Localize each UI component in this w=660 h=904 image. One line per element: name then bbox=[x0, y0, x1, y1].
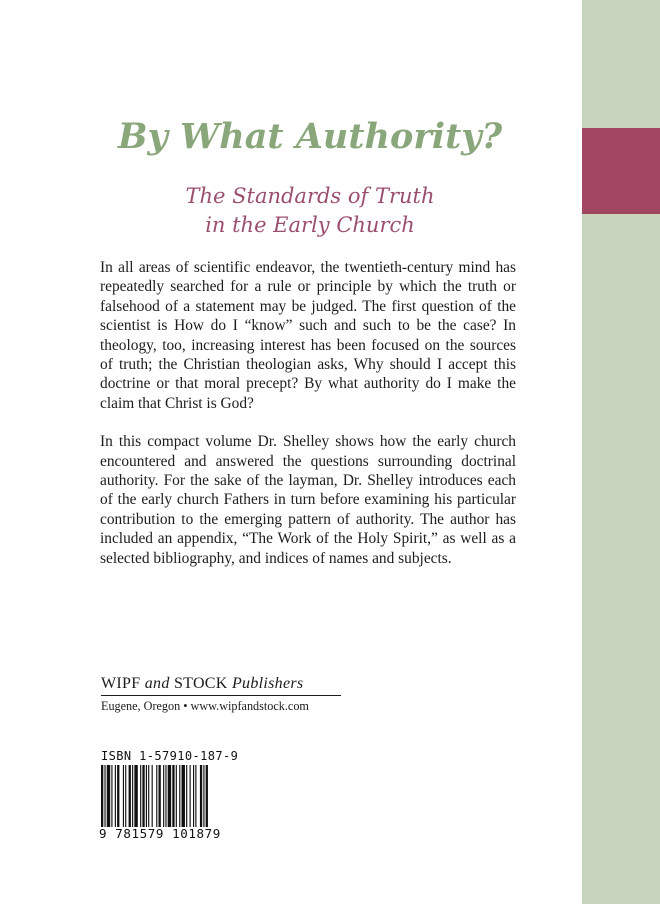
subtitle-line-2: in the Early Church bbox=[205, 213, 415, 237]
barcode-bars-icon bbox=[99, 765, 251, 827]
publisher-name: WIPF and STOCK Publishers bbox=[101, 675, 341, 696]
blurb-paragraph-2: In this compact volume Dr. Shelley shows how the early church encountered and answered the questions surrounding doctrinal authority. For the sake of the layman, Dr. Shelley introduces each of the early church Fathers in turn before examining his particular contribution to the emerging pattern of authority. The author has included an appendix, “The Work of the Holy Spirit,” as well as a selected bibliography, and indices of names and subjects. bbox=[100, 433, 516, 567]
spine-color-band bbox=[582, 128, 660, 214]
book-subtitle bbox=[110, 182, 510, 240]
blurb bbox=[100, 258, 516, 587]
subtitle-line-1: The Standards of Truth bbox=[185, 184, 435, 208]
publisher-address: Eugene, Oregon • www.wipfandstock.com bbox=[101, 699, 309, 713]
isbn-label: ISBN 1-57910-187-9 bbox=[101, 749, 239, 763]
publisher-block bbox=[101, 675, 341, 714]
barcode-number: 9 781579 101879 bbox=[99, 826, 221, 841]
blurb-paragraph-1: In all areas of scientific endeavor, the twentieth-century mind has repeatedly searched for a rule or principle by which the truth or falsehood of a statement may be judged. The first question of the scientist is How do I “know” such and such to be the case? In theology, too, increasing interest has been focused on the sources of truth; the Christian theologian asks, Why should I accept this doctrine or that moral precept? By what authority do I make the claim that Christ is God? bbox=[100, 259, 516, 412]
book-title: By What Authority? bbox=[117, 116, 503, 157]
barcode bbox=[99, 765, 251, 827]
